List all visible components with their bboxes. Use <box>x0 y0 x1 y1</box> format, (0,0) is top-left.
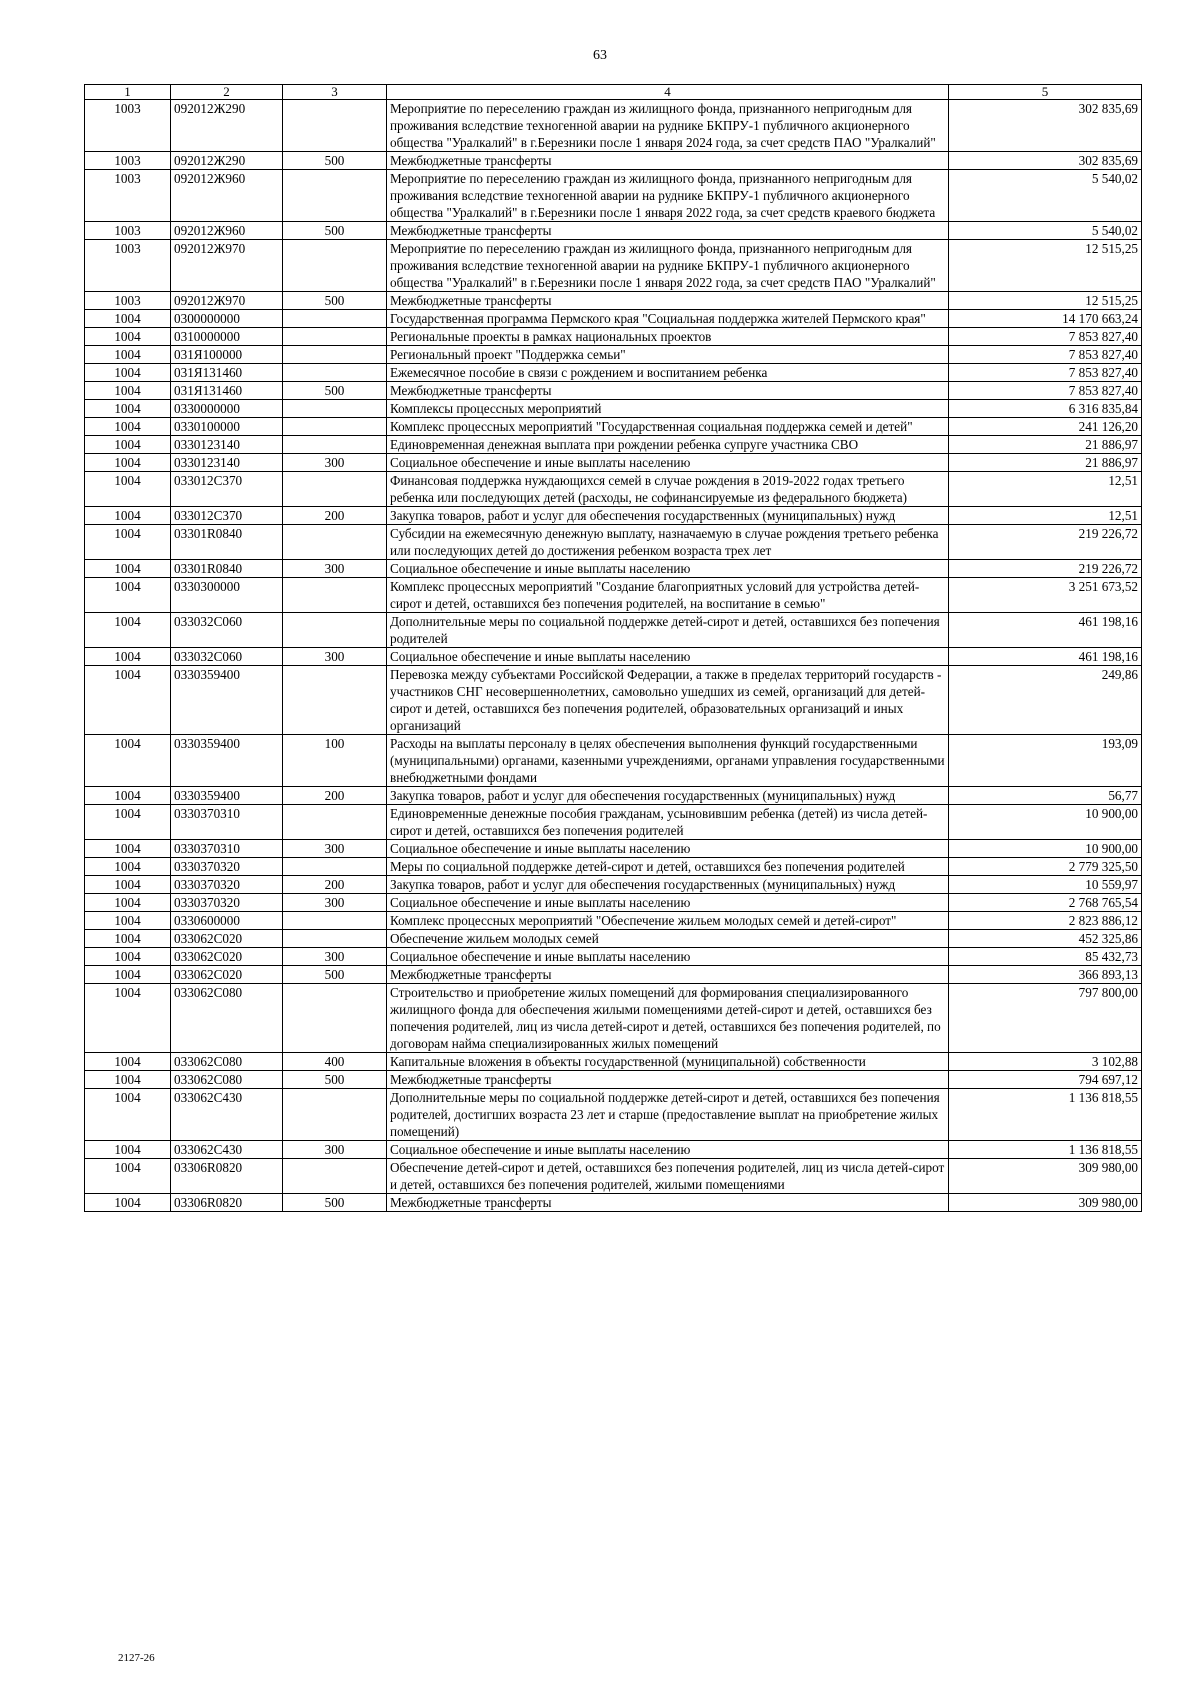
section-code-cell: 1004 <box>85 418 171 436</box>
expense-type-code-cell: 500 <box>283 292 387 310</box>
expense-name-cell: Межбюджетные трансферты <box>387 966 949 984</box>
section-code-cell: 1003 <box>85 152 171 170</box>
target-article-code-cell: 033062С020 <box>171 966 283 984</box>
target-article-code-cell: 033062С080 <box>171 1071 283 1089</box>
section-code-cell: 1004 <box>85 472 171 507</box>
expense-name-cell: Закупка товаров, работ и услуг для обеспечения государственных (муниципальных) нужд <box>387 507 949 525</box>
expense-type-code-cell <box>283 472 387 507</box>
amount-cell: 302 835,69 <box>949 100 1142 152</box>
expense-type-code-cell <box>283 310 387 328</box>
target-article-code-cell: 092012Ж290 <box>171 100 283 152</box>
section-code-cell: 1004 <box>85 1194 171 1212</box>
section-code-cell: 1003 <box>85 170 171 222</box>
expense-name-cell: Межбюджетные трансферты <box>387 1194 949 1212</box>
expense-type-code-cell: 400 <box>283 1053 387 1071</box>
section-code-cell: 1004 <box>85 666 171 735</box>
expense-type-code-cell: 200 <box>283 507 387 525</box>
amount-cell: 452 325,86 <box>949 930 1142 948</box>
target-article-code-cell: 0330000000 <box>171 400 283 418</box>
table-row <box>85 560 1142 578</box>
section-code-cell: 1004 <box>85 912 171 930</box>
section-code-cell: 1004 <box>85 1053 171 1071</box>
target-article-code-cell: 033012С370 <box>171 472 283 507</box>
amount-cell: 309 980,00 <box>949 1194 1142 1212</box>
target-article-code-cell: 033062С080 <box>171 1053 283 1071</box>
table-row <box>85 894 1142 912</box>
expense-name-cell: Комплексы процессных мероприятий <box>387 400 949 418</box>
expense-type-code-cell: 200 <box>283 787 387 805</box>
expense-name-cell: Закупка товаров, работ и услуг для обеспечения государственных (муниципальных) нужд <box>387 876 949 894</box>
target-article-code-cell: 0330123140 <box>171 436 283 454</box>
amount-cell: 1 136 818,55 <box>949 1141 1142 1159</box>
expense-name-cell: Региональный проект "Поддержка семьи" <box>387 346 949 364</box>
amount-cell: 5 540,02 <box>949 170 1142 222</box>
expense-name-cell: Комплекс процессных мероприятий "Создание благоприятных условий для устройства детей-сирот и детей, оставшихся без попечения родителей, на воспитание в семью" <box>387 578 949 613</box>
section-code-cell: 1004 <box>85 840 171 858</box>
expense-name-cell: Комплекс процессных мероприятий "Государственная социальная поддержка семей и детей" <box>387 418 949 436</box>
expense-name-cell: Мероприятие по переселению граждан из жилищного фонда, признанного непригодным для проживания вследствие техногенной аварии на руднике БКПРУ-1 публичного акционерного общества "Уралкалий" в г.Березники после 1 января 2022 года, за счет средств краевого бюджета <box>387 170 949 222</box>
table-row <box>85 930 1142 948</box>
section-code-cell: 1004 <box>85 805 171 840</box>
header-cell-5: 5 <box>949 85 1142 100</box>
expense-name-cell: Дополнительные меры по социальной поддержке детей-сирот и детей, оставшихся без попечения родителей <box>387 613 949 648</box>
amount-cell: 2 779 325,50 <box>949 858 1142 876</box>
table-row <box>85 525 1142 560</box>
table-row <box>85 152 1142 170</box>
section-code-cell: 1004 <box>85 364 171 382</box>
amount-cell: 309 980,00 <box>949 1159 1142 1194</box>
amount-cell: 1 136 818,55 <box>949 1089 1142 1141</box>
expense-name-cell: Обеспечение детей-сирот и детей, оставшихся без попечения родителей, лиц из числа детей-сирот и детей, оставшихся без попечения родителей, жилыми помещениями <box>387 1159 949 1194</box>
target-article-code-cell: 033032С060 <box>171 613 283 648</box>
section-code-cell: 1004 <box>85 966 171 984</box>
amount-cell: 7 853 827,40 <box>949 328 1142 346</box>
amount-cell: 7 853 827,40 <box>949 382 1142 400</box>
target-article-code-cell: 03301R0840 <box>171 525 283 560</box>
amount-cell: 302 835,69 <box>949 152 1142 170</box>
target-article-code-cell: 0330123140 <box>171 454 283 472</box>
table-row <box>85 222 1142 240</box>
amount-cell: 12,51 <box>949 507 1142 525</box>
expense-type-code-cell: 500 <box>283 152 387 170</box>
expense-name-cell: Закупка товаров, работ и услуг для обеспечения государственных (муниципальных) нужд <box>387 787 949 805</box>
expense-name-cell: Межбюджетные трансферты <box>387 292 949 310</box>
section-code-cell: 1004 <box>85 310 171 328</box>
expense-type-code-cell: 300 <box>283 560 387 578</box>
amount-cell: 219 226,72 <box>949 560 1142 578</box>
expense-type-code-cell <box>283 240 387 292</box>
table-row <box>85 578 1142 613</box>
table-row <box>85 310 1142 328</box>
amount-cell: 7 853 827,40 <box>949 346 1142 364</box>
target-article-code-cell: 033062С430 <box>171 1141 283 1159</box>
target-article-code-cell: 0330370310 <box>171 805 283 840</box>
table-row <box>85 382 1142 400</box>
expense-name-cell: Социальное обеспечение и иные выплаты населению <box>387 648 949 666</box>
table-row <box>85 876 1142 894</box>
target-article-code-cell: 0310000000 <box>171 328 283 346</box>
expense-type-code-cell <box>283 666 387 735</box>
page-number: 63 <box>593 48 607 63</box>
table-row <box>85 613 1142 648</box>
section-code-cell: 1004 <box>85 346 171 364</box>
section-code-cell: 1004 <box>85 735 171 787</box>
amount-cell: 10 559,97 <box>949 876 1142 894</box>
table-row <box>85 454 1142 472</box>
target-article-code-cell: 092012Ж290 <box>171 152 283 170</box>
expense-type-code-cell <box>283 328 387 346</box>
amount-cell: 461 198,16 <box>949 648 1142 666</box>
expense-name-cell: Социальное обеспечение и иные выплаты населению <box>387 1141 949 1159</box>
expense-name-cell: Строительство и приобретение жилых помещений для формирования специализированного жилищного фонда для обеспечения жилыми помещениями детей-сирот и детей, оставшихся без попечения родителей, лиц из числа детей-сирот и детей, оставшихся без попечения родителей, по договорам найма специализированных жилых помещений <box>387 984 949 1053</box>
target-article-code-cell: 092012Ж970 <box>171 240 283 292</box>
table-header <box>85 85 1142 100</box>
expense-name-cell: Мероприятие по переселению граждан из жилищного фонда, признанного непригодным для проживания вследствие техногенной аварии на руднике БКПРУ-1 публичного акционерного общества "Уралкалий" в г.Березники после 1 января 2022 года, за счет средств ПАО "Уралкалий" <box>387 240 949 292</box>
table-row <box>85 1071 1142 1089</box>
section-code-cell: 1004 <box>85 400 171 418</box>
table-row <box>85 787 1142 805</box>
target-article-code-cell: 03301R0840 <box>171 560 283 578</box>
budget-table-container <box>84 84 1142 1212</box>
expense-name-cell: Социальное обеспечение и иные выплаты населению <box>387 560 949 578</box>
expense-type-code-cell: 500 <box>283 1194 387 1212</box>
target-article-code-cell: 092012Ж970 <box>171 292 283 310</box>
target-article-code-cell: 033062С020 <box>171 948 283 966</box>
section-code-cell: 1003 <box>85 100 171 152</box>
table-row <box>85 472 1142 507</box>
expense-type-code-cell: 100 <box>283 735 387 787</box>
table-row <box>85 1053 1142 1071</box>
expense-name-cell: Социальное обеспечение и иные выплаты населению <box>387 454 949 472</box>
table-row <box>85 1159 1142 1194</box>
expense-name-cell: Обеспечение жильем молодых семей <box>387 930 949 948</box>
section-code-cell: 1004 <box>85 613 171 648</box>
amount-cell: 219 226,72 <box>949 525 1142 560</box>
target-article-code-cell: 0300000000 <box>171 310 283 328</box>
table-row <box>85 912 1142 930</box>
expense-type-code-cell <box>283 170 387 222</box>
target-article-code-cell: 092012Ж960 <box>171 170 283 222</box>
table-body <box>85 100 1142 1212</box>
expense-name-cell: Социальное обеспечение и иные выплаты населению <box>387 840 949 858</box>
target-article-code-cell: 0330370320 <box>171 894 283 912</box>
section-code-cell: 1004 <box>85 1141 171 1159</box>
expense-name-cell: Финансовая поддержка нуждающихся семей в случае рождения в 2019-2022 годах третьего ребенка или последующих детей (расходы, не софинансируемые из федерального бюджета) <box>387 472 949 507</box>
expense-name-cell: Меры по социальной поддержке детей-сирот и детей, оставшихся без попечения родителей <box>387 858 949 876</box>
expense-name-cell: Ежемесячное пособие в связи с рождением и воспитанием ребенка <box>387 364 949 382</box>
section-code-cell: 1004 <box>85 1159 171 1194</box>
table-row <box>85 364 1142 382</box>
target-article-code-cell: 0330359400 <box>171 735 283 787</box>
section-code-cell: 1004 <box>85 436 171 454</box>
table-row <box>85 240 1142 292</box>
target-article-code-cell: 033062С080 <box>171 984 283 1053</box>
section-code-cell: 1004 <box>85 328 171 346</box>
expense-type-code-cell <box>283 346 387 364</box>
expense-type-code-cell <box>283 613 387 648</box>
expense-name-cell: Социальное обеспечение и иные выплаты населению <box>387 894 949 912</box>
expense-type-code-cell: 300 <box>283 1141 387 1159</box>
section-code-cell: 1004 <box>85 560 171 578</box>
expense-name-cell: Расходы на выплаты персоналу в целях обеспечения выполнения функций государственными (муниципальными) органами, казенными учреждениями, органами управления государственными внебюджетными фондами <box>387 735 949 787</box>
amount-cell: 7 853 827,40 <box>949 364 1142 382</box>
expense-name-cell: Межбюджетные трансферты <box>387 1071 949 1089</box>
amount-cell: 2 823 886,12 <box>949 912 1142 930</box>
target-article-code-cell: 0330100000 <box>171 418 283 436</box>
table-row <box>85 418 1142 436</box>
table-row <box>85 507 1142 525</box>
expense-type-code-cell <box>283 805 387 840</box>
section-code-cell: 1004 <box>85 507 171 525</box>
section-code-cell: 1004 <box>85 894 171 912</box>
expense-type-code-cell: 500 <box>283 1071 387 1089</box>
expense-type-code-cell: 300 <box>283 454 387 472</box>
section-code-cell: 1004 <box>85 1089 171 1141</box>
table-row <box>85 805 1142 840</box>
budget-table <box>84 84 1142 1212</box>
amount-cell: 12,51 <box>949 472 1142 507</box>
amount-cell: 6 316 835,84 <box>949 400 1142 418</box>
section-code-cell: 1004 <box>85 930 171 948</box>
expense-type-code-cell: 500 <box>283 222 387 240</box>
expense-type-code-cell: 300 <box>283 894 387 912</box>
section-code-cell: 1004 <box>85 948 171 966</box>
expense-type-code-cell <box>283 525 387 560</box>
target-article-code-cell: 033032С060 <box>171 648 283 666</box>
expense-name-cell: Государственная программа Пермского края "Социальная поддержка жителей Пермского края" <box>387 310 949 328</box>
section-code-cell: 1004 <box>85 984 171 1053</box>
table-row <box>85 100 1142 152</box>
amount-cell: 10 900,00 <box>949 840 1142 858</box>
expense-type-code-cell: 500 <box>283 382 387 400</box>
amount-cell: 85 432,73 <box>949 948 1142 966</box>
table-row <box>85 948 1142 966</box>
target-article-code-cell: 033062С430 <box>171 1089 283 1141</box>
expense-name-cell: Комплекс процессных мероприятий "Обеспечение жильем молодых семей и детей-сирот" <box>387 912 949 930</box>
table-row <box>85 1194 1142 1212</box>
target-article-code-cell: 031Я100000 <box>171 346 283 364</box>
section-code-cell: 1004 <box>85 787 171 805</box>
amount-cell: 797 800,00 <box>949 984 1142 1053</box>
target-article-code-cell: 0330370320 <box>171 858 283 876</box>
expense-type-code-cell <box>283 858 387 876</box>
table-row <box>85 666 1142 735</box>
amount-cell: 21 886,97 <box>949 454 1142 472</box>
section-code-cell: 1004 <box>85 648 171 666</box>
expense-name-cell: Капитальные вложения в объекты государственной (муниципальной) собственности <box>387 1053 949 1071</box>
expense-name-cell: Единовременная денежная выплата при рождении ребенка супруге участника СВО <box>387 436 949 454</box>
amount-cell: 461 198,16 <box>949 613 1142 648</box>
section-code-cell: 1004 <box>85 1071 171 1089</box>
expense-type-code-cell <box>283 436 387 454</box>
section-code-cell: 1004 <box>85 454 171 472</box>
table-row <box>85 735 1142 787</box>
header-cell-2: 2 <box>171 85 283 100</box>
table-row <box>85 1141 1142 1159</box>
amount-cell: 14 170 663,24 <box>949 310 1142 328</box>
expense-type-code-cell: 300 <box>283 948 387 966</box>
section-code-cell: 1004 <box>85 578 171 613</box>
expense-type-code-cell: 500 <box>283 966 387 984</box>
table-row <box>85 292 1142 310</box>
header-row <box>85 85 1142 100</box>
target-article-code-cell: 0330300000 <box>171 578 283 613</box>
header-cell-3: 3 <box>283 85 387 100</box>
expense-name-cell: Единовременные денежные пособия гражданам, усыновившим ребенка (детей) из числа детей-сирот и детей, оставшихся без попечения родителей <box>387 805 949 840</box>
expense-type-code-cell <box>283 364 387 382</box>
amount-cell: 366 893,13 <box>949 966 1142 984</box>
expense-name-cell: Мероприятие по переселению граждан из жилищного фонда, признанного непригодным для проживания вследствие техногенной аварии на руднике БКПРУ-1 публичного акционерного общества "Уралкалий" в г.Березники после 1 января 2024 года, за счет средств ПАО "Уралкалий" <box>387 100 949 152</box>
table-row <box>85 346 1142 364</box>
amount-cell: 5 540,02 <box>949 222 1142 240</box>
amount-cell: 3 102,88 <box>949 1053 1142 1071</box>
document-code: 2127-26 <box>118 1652 155 1664</box>
section-code-cell: 1004 <box>85 382 171 400</box>
target-article-code-cell: 0330359400 <box>171 666 283 735</box>
header-cell-4: 4 <box>387 85 949 100</box>
amount-cell: 241 126,20 <box>949 418 1142 436</box>
target-article-code-cell: 031Я131460 <box>171 364 283 382</box>
expense-name-cell: Перевозка между субъектами Российской Федерации, а также в пределах территорий государств - участников СНГ несовершеннолетних, самовольно ушедших из семей, организаций для детей-сирот и детей, оставшихся без попечения родителей, образовательных организаций и иных организаций <box>387 666 949 735</box>
target-article-code-cell: 03306R0820 <box>171 1159 283 1194</box>
expense-name-cell: Межбюджетные трансферты <box>387 382 949 400</box>
amount-cell: 12 515,25 <box>949 292 1142 310</box>
amount-cell: 794 697,12 <box>949 1071 1142 1089</box>
expense-type-code-cell: 300 <box>283 648 387 666</box>
target-article-code-cell: 033012С370 <box>171 507 283 525</box>
amount-cell: 249,86 <box>949 666 1142 735</box>
section-code-cell: 1004 <box>85 525 171 560</box>
expense-name-cell: Субсидии на ежемесячную денежную выплату, назначаемую в случае рождения третьего ребенка или последующих детей до достижения ребенком возраста трех лет <box>387 525 949 560</box>
target-article-code-cell: 0330600000 <box>171 912 283 930</box>
target-article-code-cell: 033062С020 <box>171 930 283 948</box>
expense-type-code-cell <box>283 984 387 1053</box>
table-row <box>85 840 1142 858</box>
expense-type-code-cell <box>283 1089 387 1141</box>
table-row <box>85 984 1142 1053</box>
target-article-code-cell: 0330370310 <box>171 840 283 858</box>
amount-cell: 2 768 765,54 <box>949 894 1142 912</box>
expense-type-code-cell <box>283 418 387 436</box>
amount-cell: 10 900,00 <box>949 805 1142 840</box>
table-row <box>85 966 1142 984</box>
table-row <box>85 648 1142 666</box>
expense-type-code-cell: 300 <box>283 840 387 858</box>
amount-cell: 3 251 673,52 <box>949 578 1142 613</box>
section-code-cell: 1003 <box>85 240 171 292</box>
expense-type-code-cell <box>283 100 387 152</box>
expense-name-cell: Межбюджетные трансферты <box>387 152 949 170</box>
target-article-code-cell: 092012Ж960 <box>171 222 283 240</box>
target-article-code-cell: 031Я131460 <box>171 382 283 400</box>
header-cell-1: 1 <box>85 85 171 100</box>
target-article-code-cell: 0330370320 <box>171 876 283 894</box>
table-row <box>85 858 1142 876</box>
amount-cell: 56,77 <box>949 787 1142 805</box>
expense-type-code-cell <box>283 930 387 948</box>
expense-name-cell: Региональные проекты в рамках национальных проектов <box>387 328 949 346</box>
section-code-cell: 1004 <box>85 858 171 876</box>
table-row <box>85 170 1142 222</box>
expense-type-code-cell: 200 <box>283 876 387 894</box>
expense-type-code-cell <box>283 578 387 613</box>
expense-type-code-cell <box>283 1159 387 1194</box>
table-row <box>85 1089 1142 1141</box>
expense-name-cell: Дополнительные меры по социальной поддержке детей-сирот и детей, оставшихся без попечения родителей, достигших возраста 23 лет и старше (предоставление выплат на приобретение жилых помещений) <box>387 1089 949 1141</box>
target-article-code-cell: 0330359400 <box>171 787 283 805</box>
amount-cell: 193,09 <box>949 735 1142 787</box>
section-code-cell: 1003 <box>85 292 171 310</box>
expense-name-cell: Социальное обеспечение и иные выплаты населению <box>387 948 949 966</box>
table-row <box>85 436 1142 454</box>
expense-type-code-cell <box>283 400 387 418</box>
amount-cell: 12 515,25 <box>949 240 1142 292</box>
section-code-cell: 1004 <box>85 876 171 894</box>
table-row <box>85 328 1142 346</box>
amount-cell: 21 886,97 <box>949 436 1142 454</box>
expense-type-code-cell <box>283 912 387 930</box>
expense-name-cell: Межбюджетные трансферты <box>387 222 949 240</box>
target-article-code-cell: 03306R0820 <box>171 1194 283 1212</box>
table-row <box>85 400 1142 418</box>
section-code-cell: 1003 <box>85 222 171 240</box>
